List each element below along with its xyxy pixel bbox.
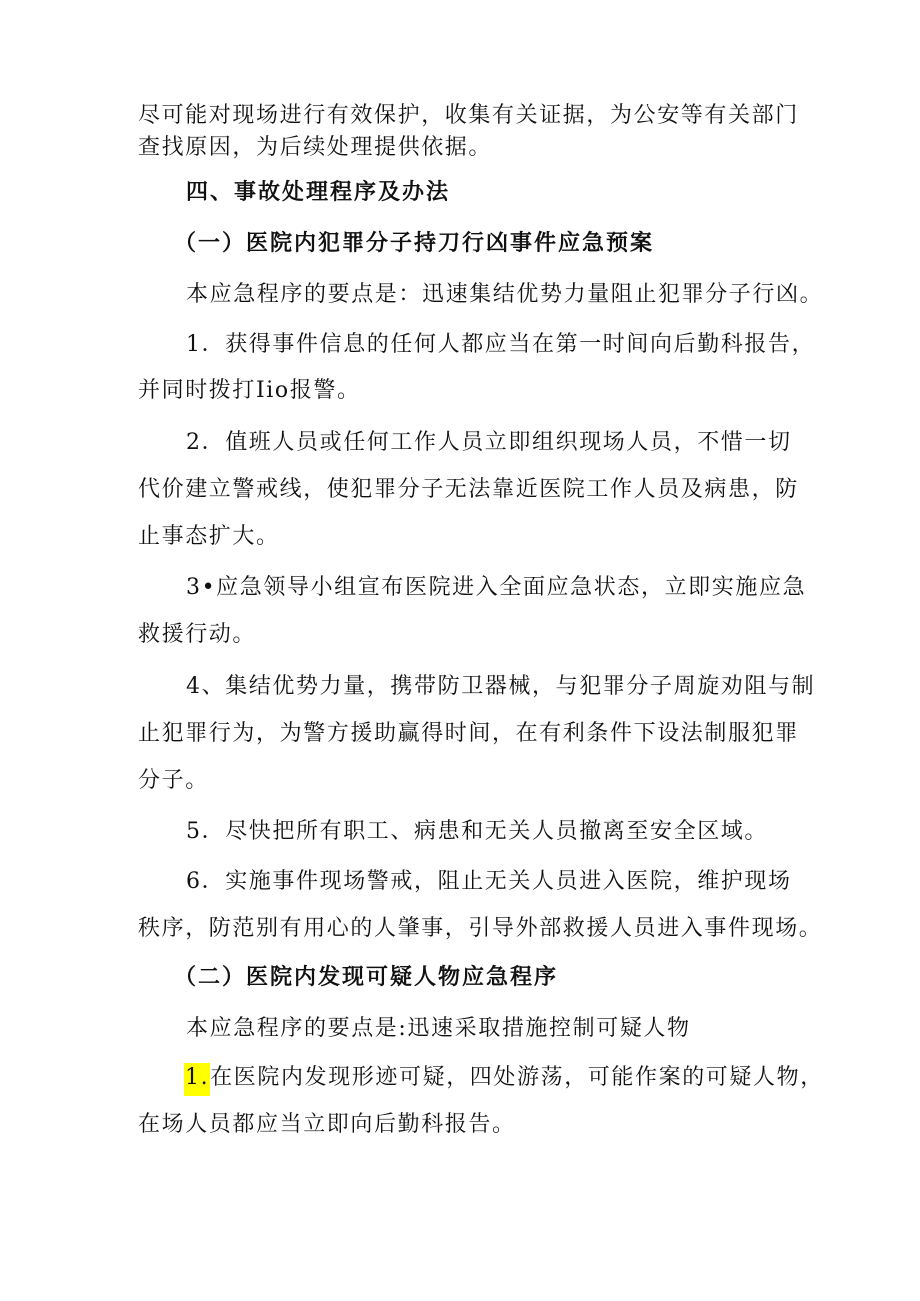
list-item-line: 分子。 <box>138 768 209 793</box>
highlighted-number: 1. <box>184 1063 210 1096</box>
list-item-line: 在场人员都应当立即向后勤科报告。 <box>138 1112 516 1137</box>
paragraph-line: 本应急程序的要点是:迅速采取措施控制可疑人物 <box>186 1016 691 1041</box>
subsection-heading: （一）医院内犯罪分子持刀行凶事件应急预案 <box>174 231 655 256</box>
list-item-line: 代价建立警戒线，使犯罪分子无法靠近医院工作人员及病患，防 <box>138 477 799 502</box>
list-item-line: 6．实施事件现场警戒，阻止无关人员进入医院，维护现场 <box>186 869 792 894</box>
list-item-line: 止犯罪行为，为警方援助赢得时间，在有利条件下设法制服犯罪 <box>138 721 799 746</box>
list-item-line: 并同时拨打Iio报警。 <box>138 378 361 403</box>
list-item-line <box>184 1063 824 1093</box>
list-item-line: 1．获得事件信息的任何人都应当在第一时间向后勤科报告， <box>186 332 816 357</box>
list-item-line: 3•应急领导小组宣布医院进入全面应急状态，立即实施应急 <box>186 575 807 600</box>
subsection-heading: （二）医院内发现可疑人物应急程序 <box>174 965 559 990</box>
list-item-text: 在医院内发现形迹可疑，四处游荡，可能作案的可疑人物， <box>210 1065 824 1090</box>
list-item-line: 4、集结优势力量，携带防卫器械，与犯罪分子周旋劝阻与制 <box>186 674 816 699</box>
paragraph-line: 查找原因，为后续处理提供依据。 <box>138 135 493 160</box>
list-item-line: 5．尽快把所有职工、病患和无关人员撤离至安全区域。 <box>186 819 768 844</box>
section-heading: 四、事故处理程序及办法 <box>186 180 451 205</box>
list-item-line: 止事态扩大。 <box>138 524 280 549</box>
paragraph-line: 尽可能对现场进行有效保护，收集有关证据，为公安等有关部门 <box>138 103 799 128</box>
list-item-line: 2．值班人员或任何工作人员立即组织现场人员，不惜一切 <box>186 430 792 455</box>
list-item-line: 救援行动。 <box>138 622 257 647</box>
paragraph-line: 本应急程序的要点是：迅速集结优势力量阻止犯罪分子行凶。 <box>186 282 824 307</box>
list-item-line: 秩序，防范别有用心的人肇事，引导外部救援人员进入事件现场。 <box>138 916 823 941</box>
